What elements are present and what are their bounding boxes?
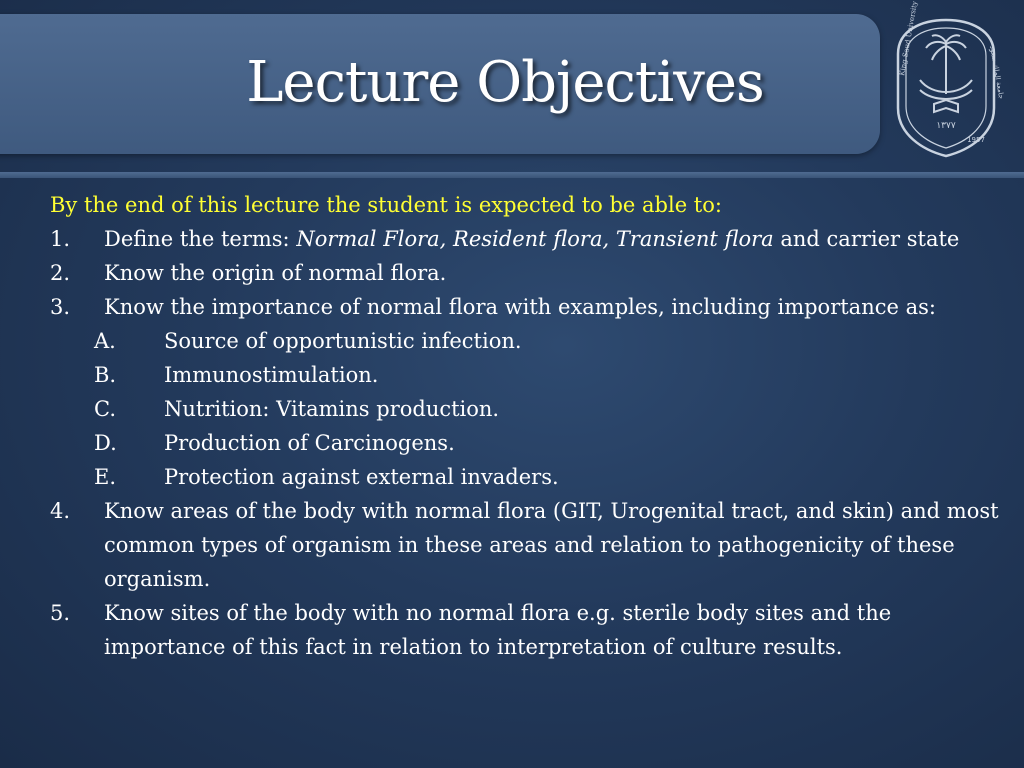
- svg-text:1957: 1957: [967, 136, 985, 144]
- list-item: [50, 256, 1000, 290]
- university-logo: [890, 0, 1006, 158]
- svg-text:١٣٧٧: ١٣٧٧: [936, 121, 956, 131]
- item-text: Know sites of the body with no normal flora e.g. sterile body sites and the importance of this fact in relation to interpretation of culture results.: [104, 601, 892, 659]
- sub-item-text: Immunostimulation.: [164, 363, 379, 387]
- sub-list-item: [50, 358, 1000, 392]
- item-text: Know the origin of normal flora.: [104, 261, 447, 285]
- item-number: 4.: [50, 499, 71, 523]
- item-number: 2.: [50, 261, 71, 285]
- item-number: 1.: [50, 227, 71, 251]
- divider-rule: [0, 172, 1024, 178]
- sub-list-item: [50, 324, 1000, 358]
- sub-item-letter: C.: [94, 397, 116, 421]
- sub-item-text: Nutrition: Vitamins production.: [164, 397, 500, 421]
- item-text: Define the terms:: [104, 227, 297, 251]
- item-number: 3.: [50, 295, 71, 319]
- item-text: Know the importance of normal flora with examples, including importance as:: [104, 295, 936, 319]
- svg-text:جامعة الملك سعود: جامعة الملك سعود: [988, 44, 1006, 100]
- item-text: and carrier state: [773, 227, 960, 251]
- list-item: [50, 494, 1000, 596]
- sub-item-text: Production of Carcinogens.: [164, 431, 455, 455]
- sub-item-letter: B.: [94, 363, 117, 387]
- intro-text: By the end of this lecture the student is expected to be able to:: [50, 193, 722, 217]
- objectives-content: [50, 188, 1000, 664]
- palm-and-swords-icon: [920, 35, 972, 112]
- item-number: 5.: [50, 601, 71, 625]
- sub-list-item: [50, 426, 1000, 460]
- sub-item-text: Source of opportunistic infection.: [164, 329, 522, 353]
- sub-item-letter: A.: [94, 329, 116, 353]
- sub-list-item: [50, 460, 1000, 494]
- slide-title: Lecture Objectives: [246, 50, 764, 115]
- sub-list-item: [50, 392, 1000, 426]
- list-item: [50, 596, 1000, 664]
- item-text: Know areas of the body with normal flora (GIT, Urogenital tract, and skin) and most common types of organism in these areas and relation to pathogenicity of these organism.: [104, 499, 999, 591]
- sub-item-letter: D.: [94, 431, 117, 455]
- list-item: [50, 222, 1000, 256]
- svg-text:King Saud University: King Saud University: [898, 0, 920, 77]
- list-item: [50, 290, 1000, 324]
- sub-item-text: Protection against external invaders.: [164, 465, 559, 489]
- item-italic-terms: Normal Flora, Resident flora, Transient flora: [296, 227, 774, 251]
- sub-item-letter: E.: [94, 465, 117, 489]
